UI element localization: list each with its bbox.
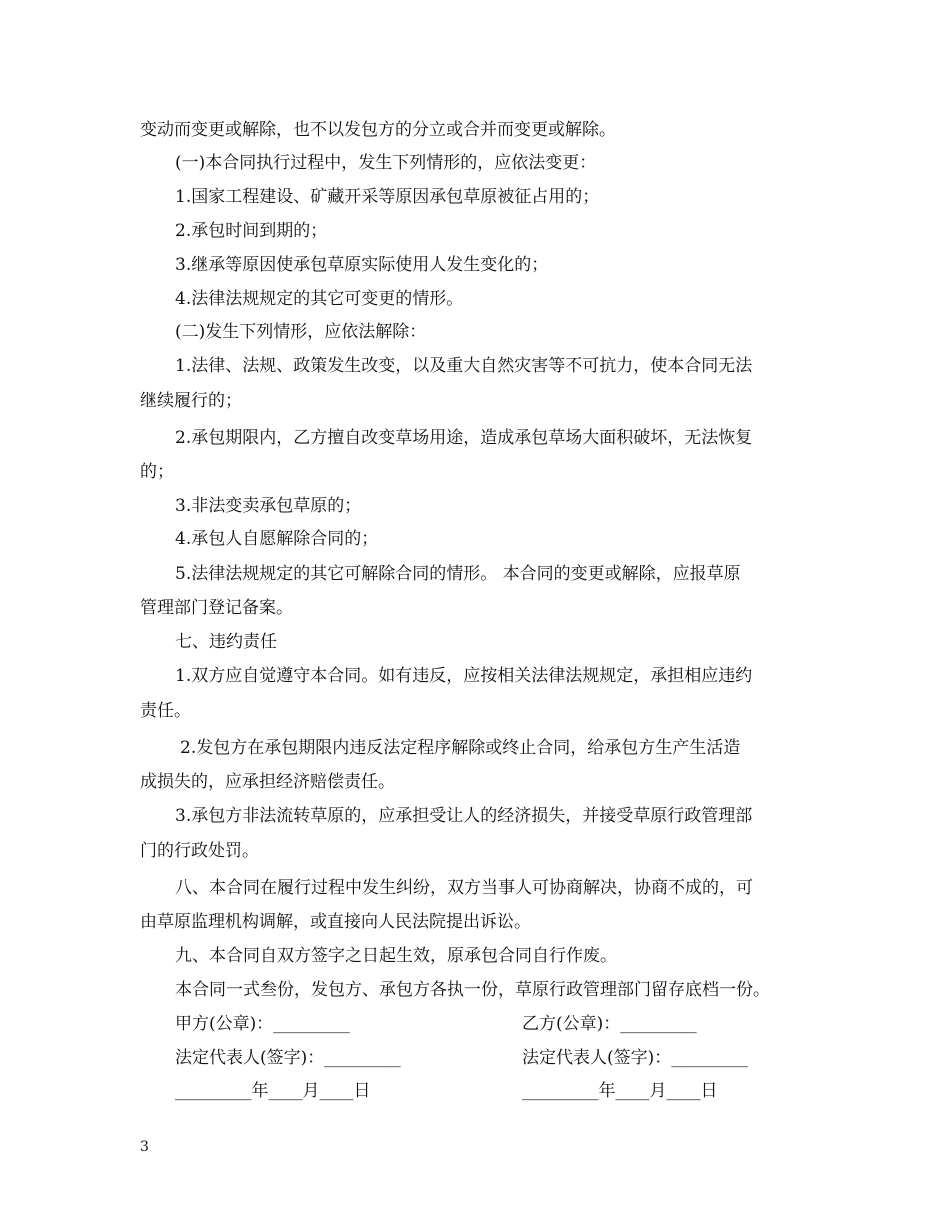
text-line: 4.法律法规规定的其它可变更的情形。 xyxy=(175,289,464,309)
text-line: 3.继承等原因使承包草原实际使用人发生变化的； xyxy=(175,255,549,275)
text-line: 继续履行的； xyxy=(140,391,242,411)
text-line: 3.非法变卖承包草原的； xyxy=(175,496,362,516)
page-number: 3 xyxy=(140,1139,149,1155)
text-line: 2.发包方在承包期限内违反法定程序解除或终止合同，给承包方生产生活造 xyxy=(180,738,741,758)
text-line: 4.承包人自愿解除合同的； xyxy=(175,529,379,549)
text-line: 责任。 xyxy=(140,701,191,721)
text-line: (一)本合同执行过程中，发生下列情形的，应依法变更： xyxy=(175,153,597,173)
text-line: 变动而变更或解除，也不以发包方的分立或合并而变更或解除。 xyxy=(140,120,616,140)
text-line: 2.承包时间到期的； xyxy=(175,221,328,241)
party-a-representative-field: 法定代表人(签字)：_________ xyxy=(175,1048,401,1068)
party-b-representative-field: 法定代表人(签字)：_________ xyxy=(522,1048,748,1068)
text-line: 1.国家工程建设、矿藏开采等原因承包草原被征占用的； xyxy=(175,187,600,207)
party-a-date-field: _________年____月____日 xyxy=(175,1081,371,1101)
text-line: 管理部门登记备案。 xyxy=(140,598,293,618)
text-line: 5.法律法规规定的其它可解除合同的情形。 本合同的变更或解除，应报草原 xyxy=(175,564,741,584)
text-line: (二)发生下列情形，应依法解除： xyxy=(175,322,427,342)
text-line: 由草原监理机构调解，或直接向人民法院提出诉讼。 xyxy=(140,912,531,932)
party-b-seal-field: 乙方(公章)：_________ xyxy=(522,1014,697,1034)
text-line: 成损失的，应承担经济赔偿责任。 xyxy=(140,772,395,792)
party-b-date-field: _________年____月____日 xyxy=(522,1081,718,1101)
text-line: 的； xyxy=(140,462,174,482)
text-line: 1.法律、法规、政策发生改变，以及重大自然灾害等不可抗力，使本合同无法 xyxy=(175,356,753,376)
text-line: 1.双方应自觉遵守本合同。如有违反，应按相关法律法规规定，承担相应违约 xyxy=(175,666,753,686)
text-line: 2.承包期限内，乙方擅自改变草场用途，造成承包草场大面积破坏，无法恢复 xyxy=(175,428,753,448)
party-a-seal-field: 甲方(公章)：_________ xyxy=(175,1014,350,1034)
section-heading: 七、违约责任 xyxy=(175,632,277,652)
text-line: 3.承包方非法流转草原的，应承担受让人的经济损失，并接受草原行政管理部 xyxy=(175,806,753,826)
text-line: 八、本合同在履行过程中发生纠纷，双方当事人可协商解决，协商不成的，可 xyxy=(175,878,753,898)
text-line: 门的行政处罚。 xyxy=(140,841,259,861)
text-line: 九、本合同自双方签字之日起生效，原承包合同自行作废。 xyxy=(175,946,617,966)
text-line: 本合同一式叁份，发包方、承包方各执一份，草原行政管理部门留存底档一份。 xyxy=(175,980,770,1000)
